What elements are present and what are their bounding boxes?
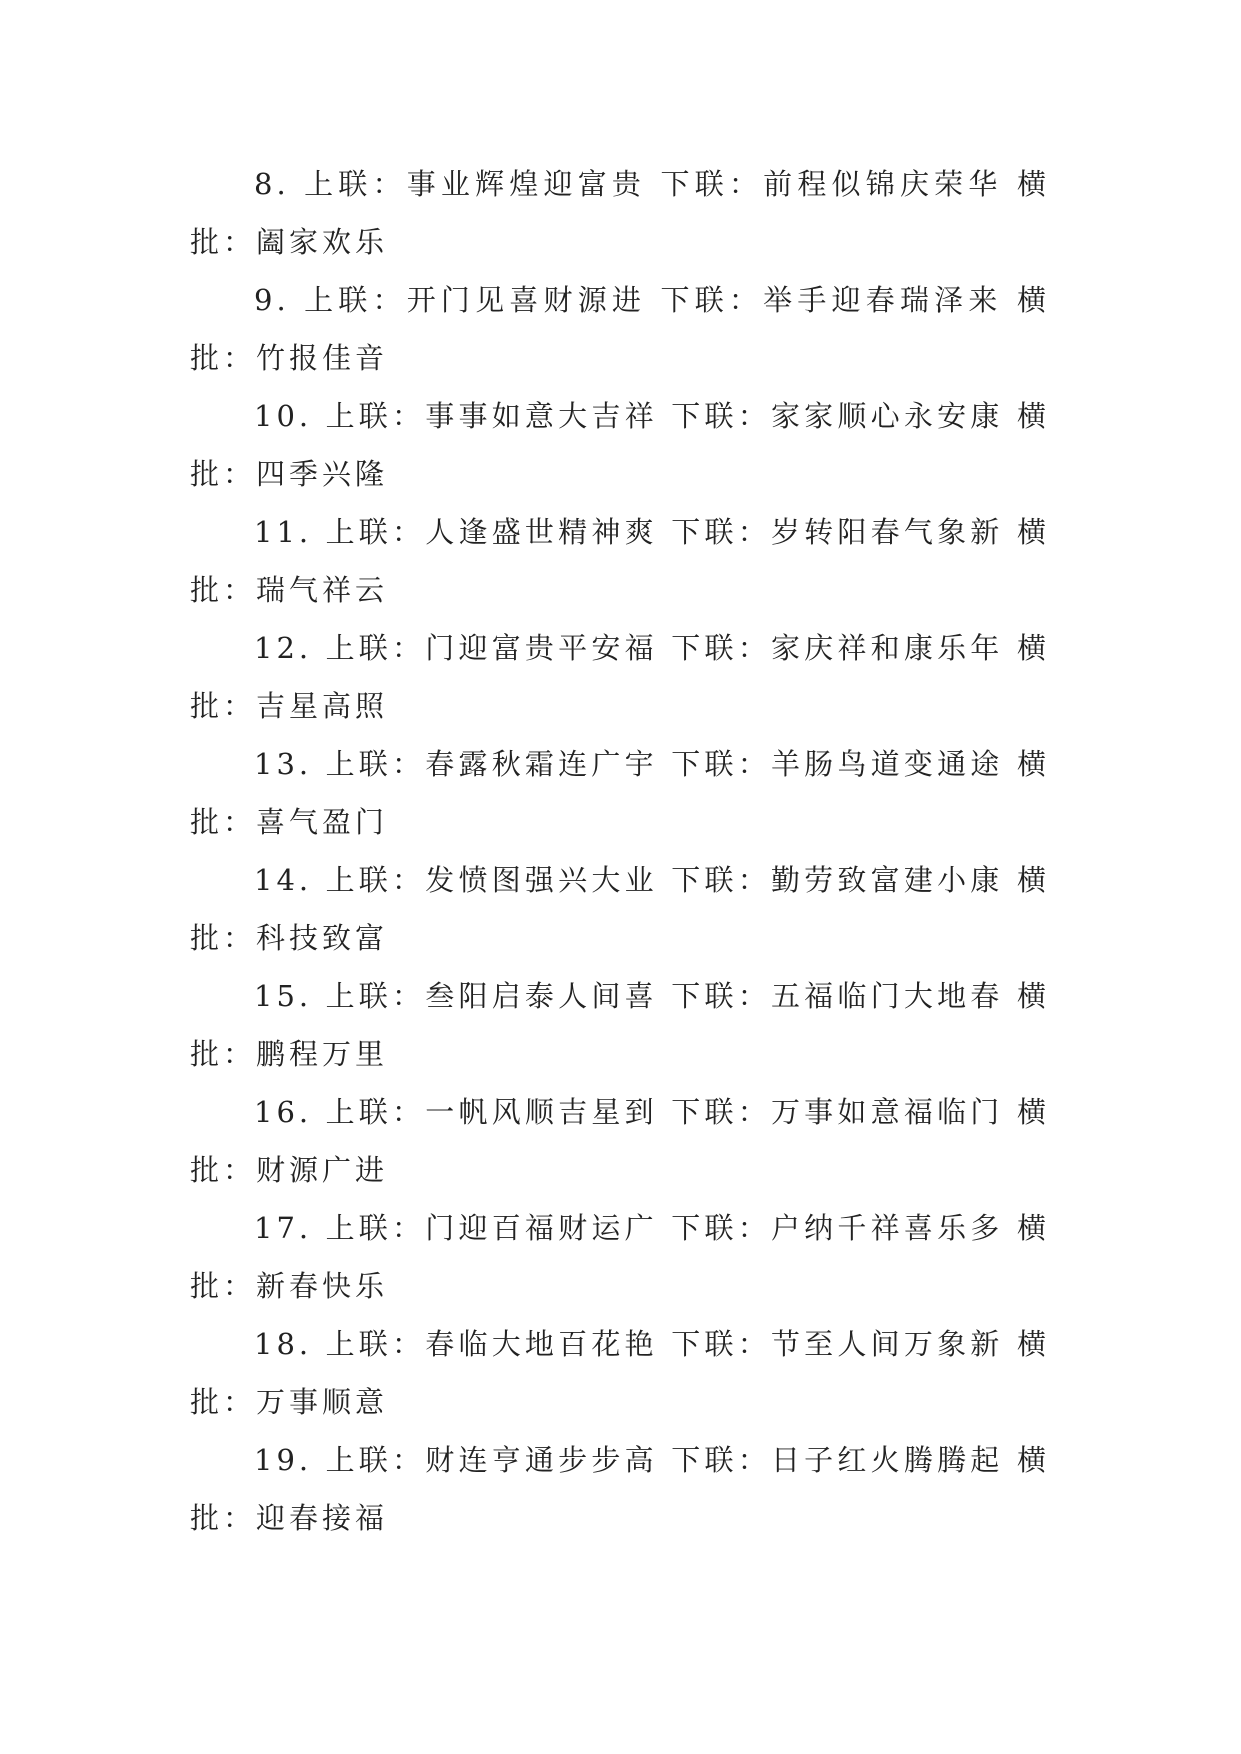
horizontal-scroll: 科技致富 [256, 921, 389, 955]
upper-label: 上联： [325, 1211, 426, 1245]
upper-label: 上联： [325, 979, 426, 1013]
lower-label: 下联： [671, 863, 771, 897]
lower-line: 岁转阳春气象新 [770, 515, 1004, 549]
entry-number: 12. [254, 631, 313, 665]
couplet-entry [190, 851, 1050, 967]
lower-line: 前程似锦庆荣华 [763, 167, 1003, 201]
entry-number: 8. [254, 167, 290, 201]
upper-label: 上联： [325, 515, 426, 549]
horizontal-scroll: 财源广进 [256, 1153, 389, 1187]
upper-line: 门迎富贵平安福 [425, 631, 658, 665]
couplet-entry [190, 271, 1050, 387]
lower-label: 下联： [671, 1443, 771, 1477]
upper-label: 上联： [304, 167, 407, 201]
horizontal-scroll: 吉星高照 [256, 689, 389, 723]
document-body [190, 155, 1050, 1547]
horizontal-label: 横批： [190, 863, 1050, 955]
entry-number: 14. [254, 863, 313, 897]
lower-label: 下联： [671, 1327, 771, 1361]
lower-label: 下联： [671, 1211, 771, 1245]
entry-number: 10. [254, 399, 313, 433]
lower-label: 下联： [671, 1095, 771, 1129]
horizontal-scroll: 阖家欢乐 [256, 225, 389, 259]
horizontal-scroll: 喜气盈门 [256, 805, 389, 839]
lower-label: 下联： [671, 747, 771, 781]
horizontal-scroll: 四季兴隆 [256, 457, 389, 491]
horizontal-label: 横批： [190, 399, 1050, 491]
upper-line: 叁阳启泰人间喜 [425, 979, 658, 1013]
entry-number: 11. [254, 515, 313, 549]
lower-line: 家家顺心永安康 [770, 399, 1004, 433]
couplet-entry [190, 967, 1050, 1083]
upper-label: 上联： [325, 1327, 426, 1361]
lower-label: 下联： [671, 979, 771, 1013]
couplet-entry [190, 155, 1050, 271]
horizontal-label: 横批： [190, 1327, 1050, 1419]
lower-line: 羊肠鸟道变通途 [770, 747, 1004, 781]
horizontal-label: 横批： [190, 1211, 1050, 1303]
lower-line: 节至人间万象新 [770, 1327, 1004, 1361]
horizontal-scroll: 竹报佳音 [256, 341, 389, 375]
couplet-entry [190, 1199, 1050, 1315]
horizontal-label: 横批： [190, 1095, 1050, 1187]
entry-number: 18. [254, 1327, 313, 1361]
entry-number: 13. [254, 747, 313, 781]
upper-label: 上联： [325, 863, 426, 897]
upper-label: 上联： [325, 1095, 426, 1129]
upper-label: 上联： [304, 283, 407, 317]
horizontal-label: 横批： [190, 167, 1050, 259]
horizontal-label: 横批： [190, 1443, 1050, 1535]
lower-label: 下联： [660, 283, 764, 317]
lower-line: 户纳千祥喜乐多 [770, 1211, 1004, 1245]
horizontal-label: 横批： [190, 283, 1050, 375]
lower-label: 下联： [671, 631, 771, 665]
couplet-entry [190, 1315, 1050, 1431]
horizontal-scroll: 新春快乐 [256, 1269, 389, 1303]
entry-number: 19. [254, 1443, 313, 1477]
upper-line: 门迎百福财运广 [425, 1211, 658, 1245]
upper-label: 上联： [325, 631, 426, 665]
lower-label: 下联： [671, 515, 771, 549]
horizontal-label: 横批： [190, 979, 1050, 1071]
horizontal-scroll: 瑞气祥云 [256, 573, 389, 607]
upper-line: 春临大地百花艳 [425, 1327, 658, 1361]
horizontal-scroll: 迎春接福 [256, 1501, 389, 1535]
couplet-entry [190, 387, 1050, 503]
couplet-entry [190, 503, 1050, 619]
couplet-entry [190, 1431, 1050, 1547]
upper-label: 上联： [325, 399, 426, 433]
lower-line: 家庆祥和康乐年 [770, 631, 1004, 665]
entry-number: 9. [254, 283, 290, 317]
lower-label: 下联： [671, 399, 771, 433]
upper-label: 上联： [325, 1443, 426, 1477]
couplet-entry [190, 619, 1050, 735]
couplet-entry [190, 735, 1050, 851]
upper-line: 事事如意大吉祥 [425, 399, 658, 433]
entry-number: 15. [254, 979, 313, 1013]
horizontal-label: 横批： [190, 515, 1050, 607]
lower-line: 五福临门大地春 [770, 979, 1004, 1013]
lower-label: 下联： [660, 167, 764, 201]
lower-line: 举手迎春瑞泽来 [763, 283, 1003, 317]
upper-line: 一帆风顺吉星到 [425, 1095, 658, 1129]
upper-label: 上联： [325, 747, 426, 781]
upper-line: 财连亨通步步高 [425, 1443, 658, 1477]
lower-line: 勤劳致富建小康 [770, 863, 1004, 897]
horizontal-label: 横批： [190, 747, 1050, 839]
upper-line: 开门见喜财源进 [406, 283, 647, 317]
upper-line: 春露秋霜连广宇 [425, 747, 658, 781]
lower-line: 万事如意福临门 [770, 1095, 1004, 1129]
couplet-entry [190, 1083, 1050, 1199]
entry-number: 16. [254, 1095, 313, 1129]
horizontal-scroll: 万事顺意 [256, 1385, 389, 1419]
horizontal-label: 横批： [190, 631, 1050, 723]
horizontal-scroll: 鹏程万里 [256, 1037, 389, 1071]
lower-line: 日子红火腾腾起 [770, 1443, 1004, 1477]
upper-line: 事业辉煌迎富贵 [406, 167, 647, 201]
entry-number: 17. [254, 1211, 313, 1245]
upper-line: 人逢盛世精神爽 [425, 515, 658, 549]
upper-line: 发愤图强兴大业 [425, 863, 658, 897]
